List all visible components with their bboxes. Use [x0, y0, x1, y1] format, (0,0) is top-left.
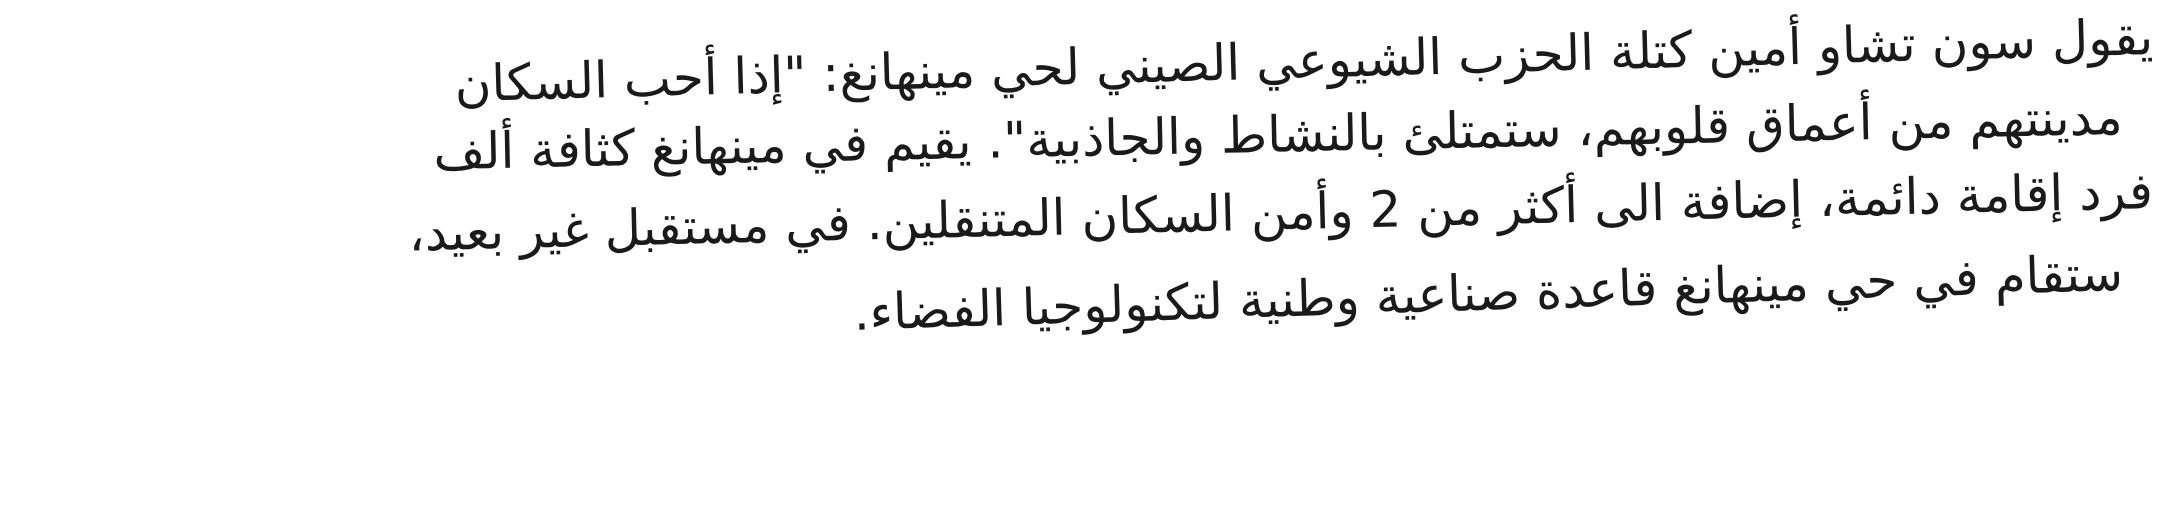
text-line-4: ستقام في حي مينهانغ قاعدة صناعية وطنية لتكنولوجيا الفضاء.	[852, 244, 2124, 342]
text-line-2: مدينتهم من أعماق قلوبهم، ستمتلئ بالنشاط والجاذبية". يقيم في مينهانغ كثافة ألف	[433, 88, 2124, 182]
text-line-3: فرد إقامة دائمة، إضافة الى أكثر من 2 وأمن السكان المتنقلين. في مستقبل غير بعيد،	[407, 162, 2154, 263]
text-line-1: يقول سون تشاو أمين كتلة الحزب الشيوعي الصيني لحي مينهانغ: "إذا أحب السكان	[453, 8, 2154, 114]
